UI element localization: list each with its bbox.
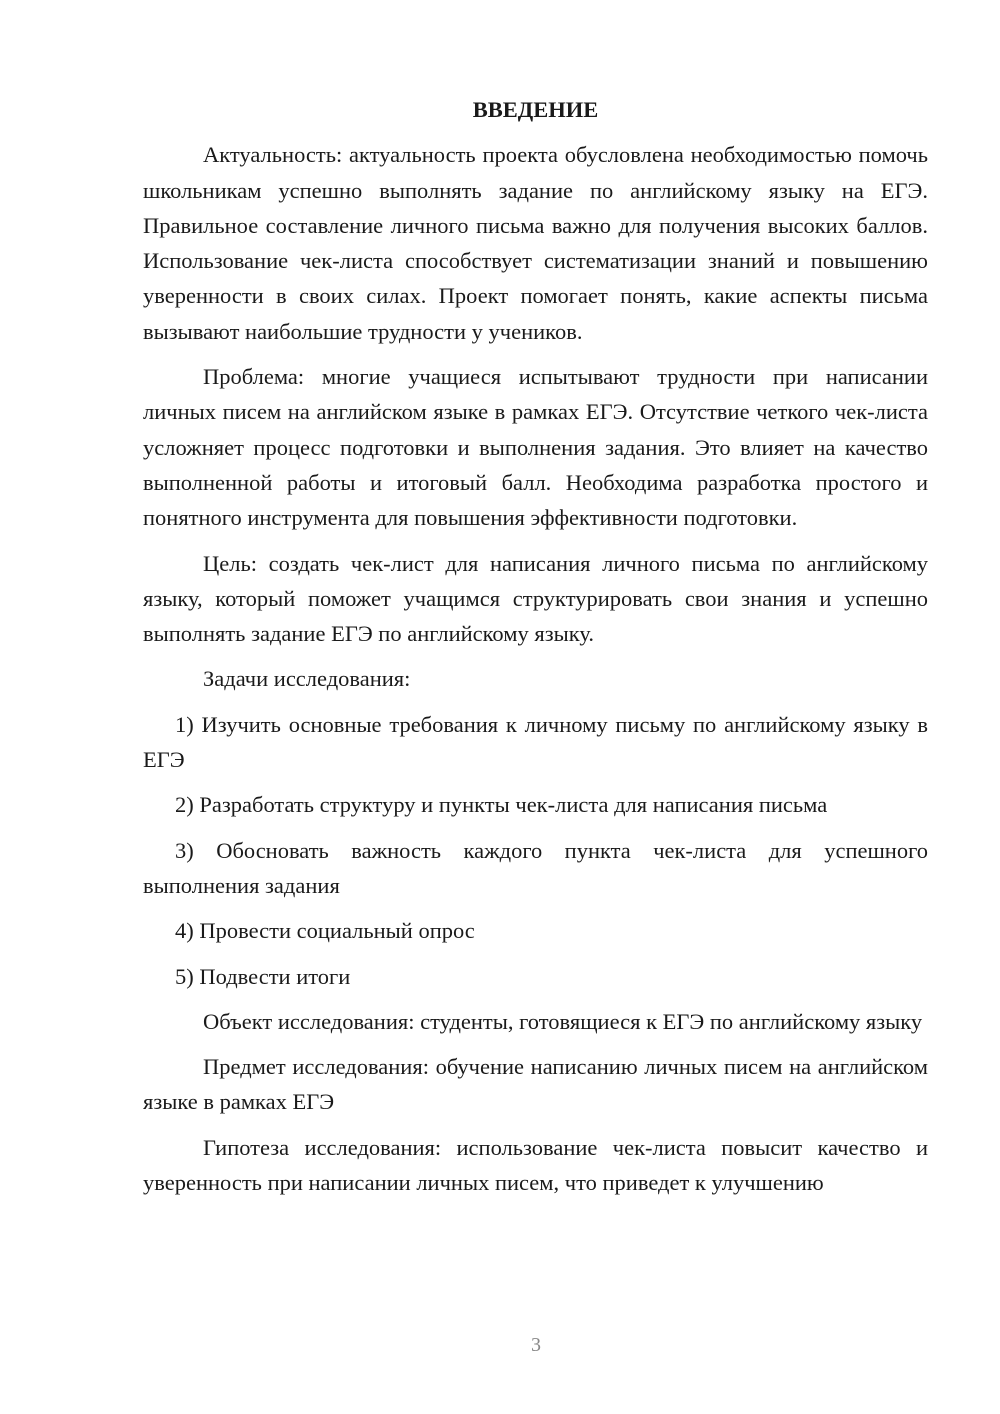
task-item-1: 1) Изучить основные требования к личному письму по английскому языку в ЕГЭ xyxy=(143,711,928,773)
paragraph-goal: Цель: создать чек-лист для написания личного письма по английскому языку, который поможет учащимся структурировать свои знания и успешно выполнять задание ЕГЭ по английскому языку. xyxy=(143,550,928,647)
paragraph-hypothesis: Гипотеза исследования: использование чек-листа повысит качество и уверенность при написании личных писем, что приведет к улучшению xyxy=(143,1134,928,1196)
page-content xyxy=(143,92,928,1210)
paragraph-relevance: Актуальность: актуальность проекта обусловлена необходимостью помочь школьникам успешно выполнять задание по английскому языку на ЕГЭ. Правильное составление личного письма важно для получения высоких баллов. Использование чек-листа способствует систематизации знаний и повышению уверенности в своих силах. Проект помогает понять, какие аспекты письма вызывают наибольшие трудности у учеников. xyxy=(143,142,928,344)
paragraph-object: Объект исследования: студенты, готовящиеся к ЕГЭ по английскому языку xyxy=(203,1008,923,1034)
task-item-3: 3) Обосновать важность каждого пункта чек-листа для успешного выполнения задания xyxy=(143,837,928,898)
section-title: ВВЕДЕНИЕ xyxy=(472,97,599,122)
task-item-2: 2) Разработать структуру и пункты чек-листа для написания письма xyxy=(175,792,828,818)
task-item-4: 4) Провести социальный опрос xyxy=(175,918,475,944)
paragraph-problem: Проблема: многие учащиеся испытывают трудности при написании личных писем на английском языке в рамках ЕГЭ. Отсутствие четкого чек-листа усложняет процесс подготовки и выполнения задания. Это влияет на качество выполненной работы и итоговый балл. Необходима разработка простого и понятного инструмента для повышения эффективности подготовки. xyxy=(143,364,928,531)
paragraph-subject: Предмет исследования: обучение написанию личных писем на английском языке в рамках ЕГЭ xyxy=(143,1054,928,1115)
task-item-5: 5) Подвести итоги xyxy=(175,963,351,989)
paragraph-tasks-heading: Задачи исследования: xyxy=(203,666,411,692)
page-number: 3 xyxy=(531,1334,541,1356)
